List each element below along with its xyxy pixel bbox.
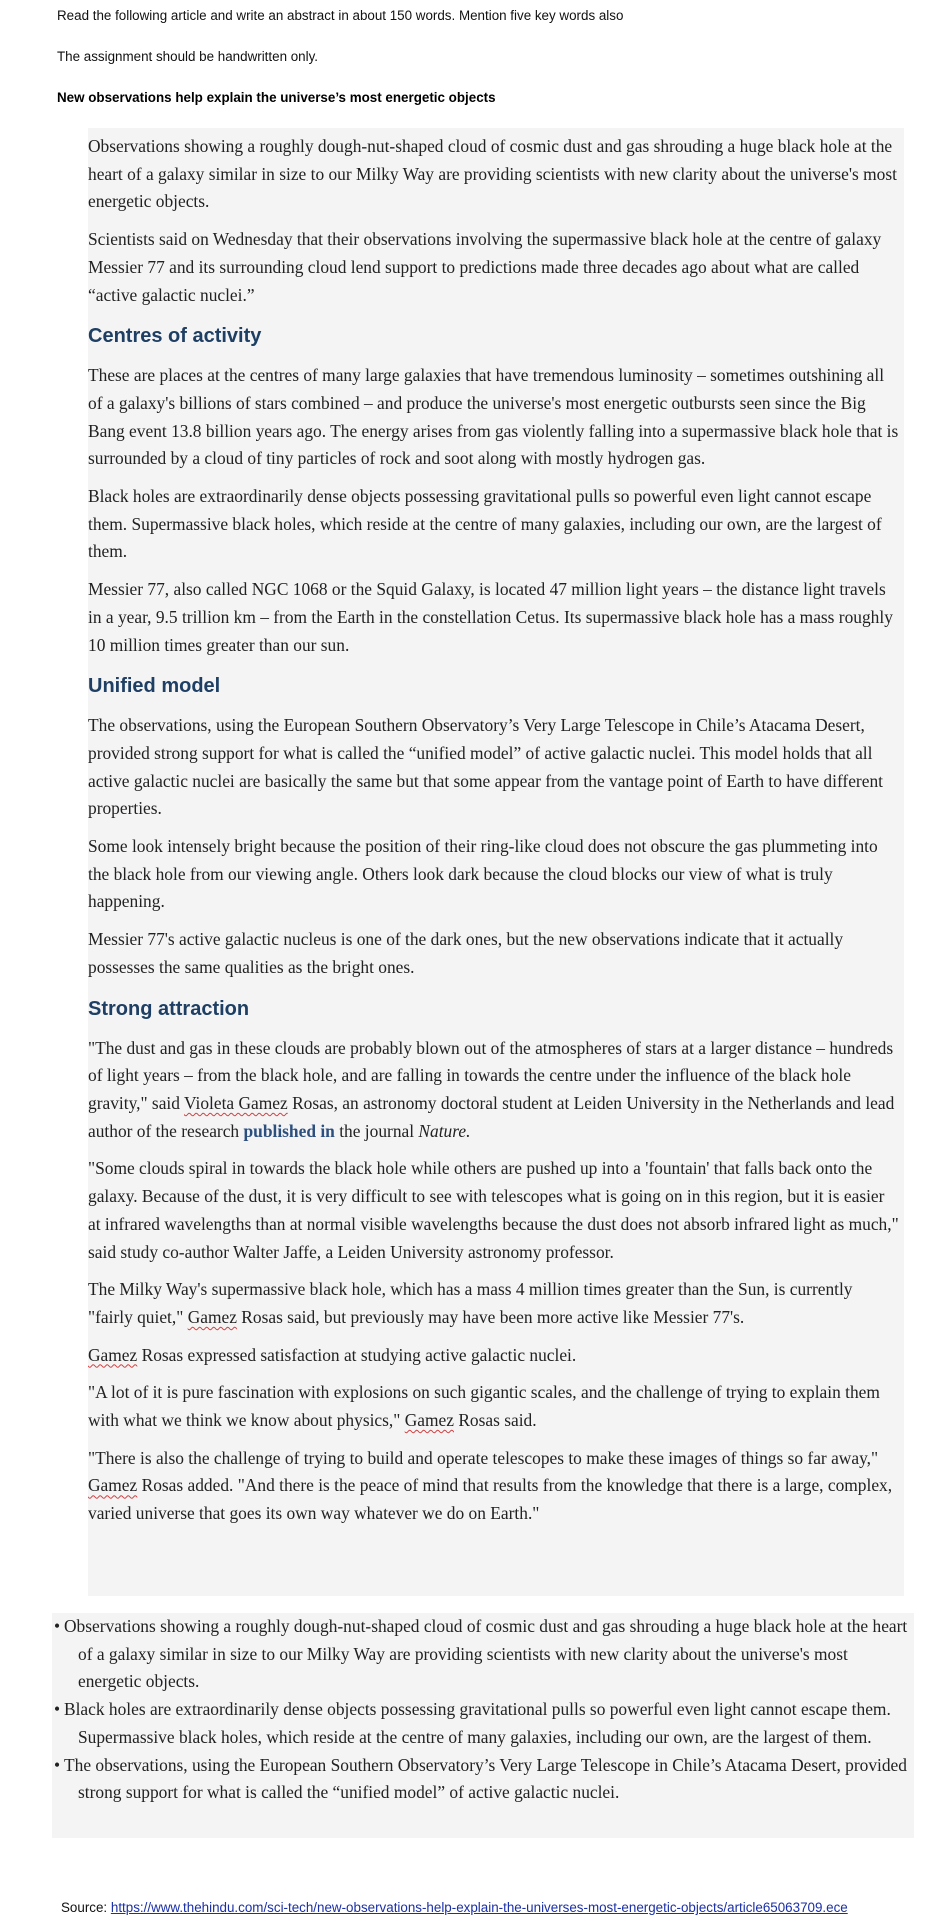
paragraph-13 xyxy=(88,1379,900,1434)
p9-text-a: "The dust and gas in these clouds are probably blown out of the atmospheres of stars at a larger distance – hundreds of light years – from the black hole, and are falling in towards the centre under the influence of the black hole gravity," said xyxy=(88,1037,894,1113)
bullet-marker: • xyxy=(54,1754,61,1775)
instruction-line-1: Read the following article and write an abstract in about 150 words. Mention five key words also xyxy=(57,8,624,23)
p13-text-a: "A lot of it is pure fascination with explosions on such gigantic scales, and the challenge of trying to explain them with what we think we know about physics," xyxy=(88,1382,880,1431)
bullet-text-3: The observations, using the European Southern Observatory’s Very Large Telescope in Chile’s Atacama Desert, provided strong support for what is called the “unified model” of active galactic nuclei. xyxy=(64,1754,907,1803)
bullet-item-2 xyxy=(52,1696,914,1751)
p14-text-b: Rosas added. "And there is the peace of mind that results from the knowledge that there is a large, complex, varied universe that goes its own way whatever we do on Earth." xyxy=(88,1475,893,1524)
instruction-line-2: The assignment should be handwritten only. xyxy=(57,49,319,64)
gamez-spellcheck: Gamez xyxy=(404,1410,454,1431)
paragraph-12 xyxy=(88,1342,900,1370)
bullet-marker: • xyxy=(54,1616,61,1636)
p9-text-c: the journal xyxy=(334,1120,419,1141)
paragraph-8: Messier 77's active galactic nucleus is one of the dark ones, but the new observations indicate that it actually possesses the same qualities as the bright ones. xyxy=(88,929,844,977)
source-line xyxy=(61,1900,848,1915)
journal-name: Nature. xyxy=(418,1120,471,1141)
bullet-item-1 xyxy=(52,1613,914,1696)
bullet-text-2: Black holes are extraordinarily dense objects possessing gravitational pulls so powerful even light cannot escape them. Supermassive black holes, which reside at the centre of many galaxies, including our own, are the largest of them. xyxy=(64,1699,891,1747)
gamez-spellcheck: Gamez xyxy=(88,1475,138,1496)
gamez-spellcheck: Gamez xyxy=(187,1306,237,1327)
article-body xyxy=(88,128,904,1596)
p11-text-b: Rosas said, but previously may have been more active like Messier 77's. xyxy=(236,1306,745,1327)
paragraph-7: Some look intensely bright because the position of their ring-like cloud does not obscure the gas plummeting into the black hole from our viewing angle. Others look dark because the cloud blocks our view of what is truly happening. xyxy=(88,836,878,912)
p13-text-b: Rosas said. xyxy=(453,1410,537,1431)
heading-centres-of-activity: Centres of activity xyxy=(88,325,262,348)
paragraph-1: Observations showing a roughly dough-nut-shaped cloud of cosmic dust and gas shrouding a huge black hole at the heart of a galaxy similar in size to our Milky Way are providing scientists with new clarity about the universe's most energetic objects. xyxy=(88,136,897,212)
source-label: Source: xyxy=(61,1900,111,1915)
paragraph-9 xyxy=(88,1035,900,1146)
bullet-marker: • xyxy=(54,1699,61,1720)
author-name-spellcheck: Violeta Gamez xyxy=(183,1092,288,1113)
paragraph-2: Scientists said on Wednesday that their observations involving the supermassive black hole at the centre of galaxy Messier 77 and its surrounding cloud lend support to predictions made three decades ago about what are called “active galactic nuclei.” xyxy=(88,229,882,305)
gamez-spellcheck: Gamez xyxy=(88,1344,138,1365)
paragraph-11 xyxy=(88,1276,900,1331)
p12-text-b: Rosas expressed satisfaction at studying active galactic nuclei. xyxy=(137,1344,577,1365)
document-title: New observations help explain the universe’s most energetic objects xyxy=(57,90,496,105)
paragraph-5: Messier 77, also called NGC 1068 or the Squid Galaxy, is located 47 million light years – the distance light travels in a year, 9.5 trillion km – from the Earth in the constellation Cetus. Its supermassive black hole has a mass roughly 10 million times greater than our sun. xyxy=(88,579,893,655)
p9-text-b: Rosas, an astronomy doctoral student at Leiden University in the Netherlands and lead author of the research xyxy=(88,1092,895,1141)
summary-bullet-list xyxy=(52,1613,914,1838)
source-url-link[interactable]: https://www.thehindu.com/sci-tech/new-observations-help-explain-the-universes-most-energetic-objects/article65063709.ece xyxy=(110,1900,848,1915)
p14-text-a: "There is also the challenge of trying to build and operate telescopes to make these images of things so far away," xyxy=(88,1447,879,1468)
heading-strong-attraction: Strong attraction xyxy=(88,997,250,1020)
heading-unified-model: Unified model xyxy=(88,675,221,698)
paragraph-14 xyxy=(88,1445,900,1528)
bullet-item-3 xyxy=(52,1752,914,1807)
published-in-link[interactable]: published in xyxy=(243,1120,335,1141)
paragraph-3: These are places at the centres of many large galaxies that have tremendous luminosity – sometimes outshining all of a galaxy's billions of stars combined – and produce the universe's most energetic outbursts seen since the Big Bang event 13.8 billion years ago. The energy arises from gas violently falling into a supermassive black hole that is surrounded by a cloud of tiny particles of rock and soot along with mostly hydrogen gas. xyxy=(88,365,899,469)
paragraph-10: "Some clouds spiral in towards the black hole while others are pushed up into a 'fountain' that falls back onto the galaxy. Because of the dust, it is very difficult to see with telescopes what is going on in this region, but it is easier at infrared wavelengths than at normal visible wavelengths because the dust does not absorb infrared light as much," said study co-author Walter Jaffe, a Leiden University astronomy professor. xyxy=(88,1158,899,1262)
p11-text-a: The Milky Way's supermassive black hole, which has a mass 4 million times greater than the Sun, is currently "fairly quiet," xyxy=(88,1279,853,1327)
bullet-text-1: Observations showing a roughly dough-nut-shaped cloud of cosmic dust and gas shrouding a huge black hole at the heart of a galaxy similar in size to our Milky Way are providing scientists with new clarity about the universe's most energetic objects. xyxy=(64,1616,908,1692)
paragraph-4: Black holes are extraordinarily dense objects possessing gravitational pulls so powerful even light cannot escape them. Supermassive black holes, which reside at the centre of many galaxies, including our own, are the largest of them. xyxy=(88,486,882,562)
paragraph-6: The observations, using the European Southern Observatory’s Very Large Telescope in Chile’s Atacama Desert, provided strong support for what is called the “unified model” of active galactic nuclei. This model holds that all active galactic nuclei are basically the same but that some appear from the vantage point of Earth to have different properties. xyxy=(88,715,883,819)
